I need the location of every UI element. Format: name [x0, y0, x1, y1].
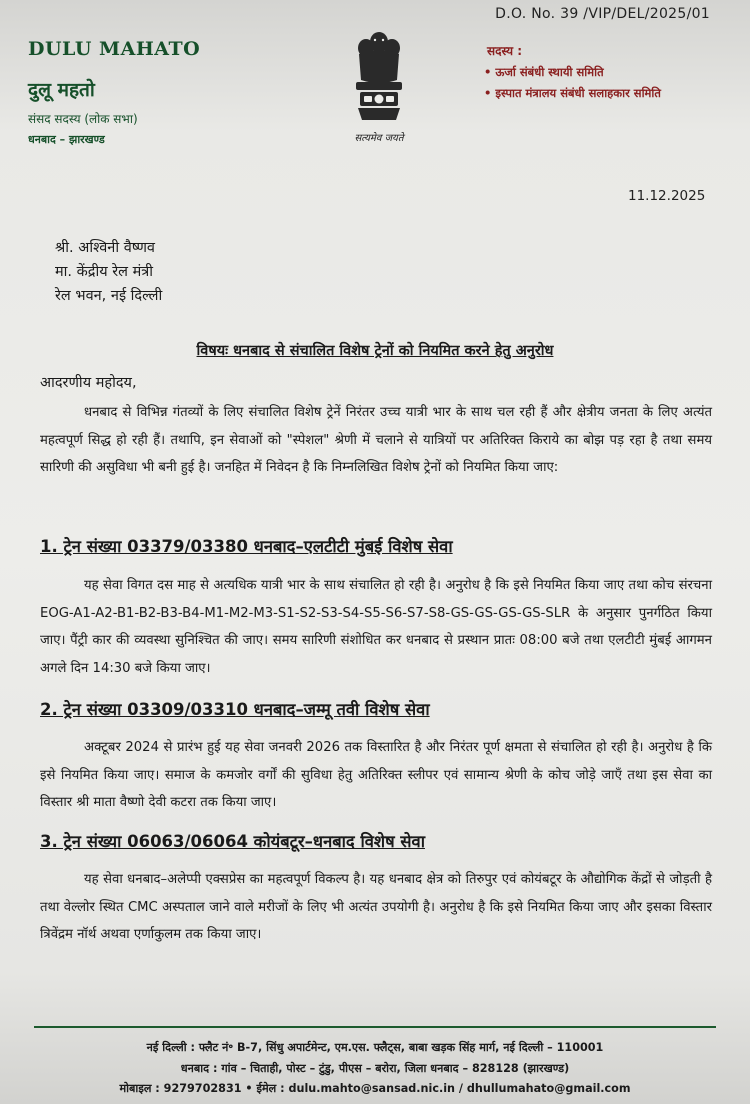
addressee-address: रेल भवन, नई दिल्ली [55, 288, 163, 304]
committee-list [484, 62, 661, 104]
sender-name-hindi: दुलू महतो [28, 79, 95, 101]
section-body-1: यह सेवा विगत दस माह से अत्यधिक यात्री भार के साथ संचालित हो रही है। अनुरोध है कि इसे नियमित किया जाए तथा कोच संरचना EOG-A1-A2-B1-B2-B3-B4-M1-M2-M3-S1-S2-S3-S4-S5-S6-S7-S8-GS-GS-GS-GS-SLR के अनुसार पुनर्गठित किया जाए। पैंट्री कार की व्यवस्था सुनिश्चित की जाए। समय सारिणी संशोधित कर धनबाद से प्रस्थान प्रातः 08:00 बजे तथा एलटीटी मुंबई आगमन अगले दिन 14:30 बजे किया जाए। [40, 578, 712, 676]
do-number: D.O. No. 39 /VIP/DEL/2025/01 [495, 6, 710, 22]
sender-constituency: धनबाद – झारखण्ड [28, 133, 105, 146]
addressee-block [55, 236, 162, 308]
letter-date: 11.12.2025 [628, 188, 706, 204]
footer-delhi-address: नई दिल्ली : फ्लैट नं॰ B-7, सिंधु अपार्टमेन्ट, एम.एस. फ्लैट्स, बाबा खड़क सिंह मार्ग, नई दिल्ली – 110001 [146, 1041, 604, 1054]
sender-name-english: DULU MAHATO [28, 38, 201, 60]
intro-paragraph: धनबाद से विभिन्न गंतव्यों के लिए संचालित विशेष ट्रेनें निरंतर उच्च यात्री भार के साथ चल रही हैं और क्षेत्रीय जनता के लिए अत्यंत महत्वपूर्ण सिद्ध हो रही हैं। तथापि, इन सेवाओं को "स्पेशल" श्रेणी में चलाने से यात्रियों पर अतिरिक्त किराये का बोझ पड़ रहा है तथा समय सारिणी की असुविधा भी बनी हुई है। जनहित में निवेदन है कि निम्नलिखित विशेष ट्रेनों को नियमित किया जाए: [40, 405, 712, 475]
section-heading-3: 3. ट्रेन संख्या 06063/06064 कोयंबटूर–धनबाद विशेष सेवा [40, 832, 425, 851]
committee-item: • इस्पात मंत्रालय संबंधी सलाहकार समिति [484, 83, 661, 104]
letter-subject: विषयः धनबाद से संचालित विशेष ट्रेनों को नियमित करने हेतु अनुरोध [196, 343, 554, 359]
national-emblem-icon [344, 28, 414, 146]
footer-contact: मोबाइल : 9279702831 • ईमेल : dulu.mahto@sansad.nic.in / dhullumahato@gmail.com [119, 1082, 631, 1095]
footer-dhanbad-address: धनबाद : गांव – चिताही, पोस्ट – टुंडु, पीएस – बरोरा, जिला धनबाद – 828128 (झारखण्ड) [180, 1062, 570, 1075]
member-label: सदस्य : [487, 44, 523, 58]
section-body-3: यह सेवा धनबाद–अलेप्पी एक्सप्रेस का महत्वपूर्ण विकल्प है। यह धनबाद क्षेत्र को तिरुपुर एवं कोयंबटूर के औद्योगिक केंद्रों से जोड़ती है तथा वेल्लोर स्थित CMC अस्पताल जाने वाले मरीजों के लिए भी अत्यंत उपयोगी है। अनुरोध है कि इसे नियमित किया जाए और इसका विस्तार त्रिवेंद्रम नॉर्थ अथवा एर्णाकुलम तक किया जाए। [40, 872, 712, 942]
addressee-designation: मा. केंद्रीय रेल मंत्री [55, 264, 154, 280]
salutation: आदरणीय महोदय, [40, 375, 137, 391]
addressee-name: श्री. अश्विनी वैष्णव [55, 240, 155, 256]
emblem-motto: सत्यमेव जयते [354, 133, 404, 144]
footer-divider [34, 1026, 716, 1028]
sender-designation: संसद सदस्य (लोक सभा) [28, 112, 138, 126]
committee-item: • ऊर्जा संबंधी स्थायी समिति [484, 62, 661, 83]
section-heading-1: 1. ट्रेन संख्या 03379/03380 धनबाद–एलटीटी मुंबई विशेष सेवा [40, 537, 453, 556]
section-body-2: अक्टूबर 2024 से प्रारंभ हुई यह सेवा जनवरी 2026 तक विस्तारित है और निरंतर पूर्ण क्षमता से संचालित हो रही है। अनुरोध है कि इसे नियमित किया जाए। समाज के कमजोर वर्गों की सुविधा हेतु अतिरिक्त स्लीपर एवं सामान्य श्रेणी के कोच जोड़े जाएँ तथा इस सेवा का विस्तार श्री माता वैष्णो देवी कटरा तक किया जाए। [40, 740, 712, 810]
section-heading-2: 2. ट्रेन संख्या 03309/03310 धनबाद–जम्मू तवी विशेष सेवा [40, 700, 430, 719]
